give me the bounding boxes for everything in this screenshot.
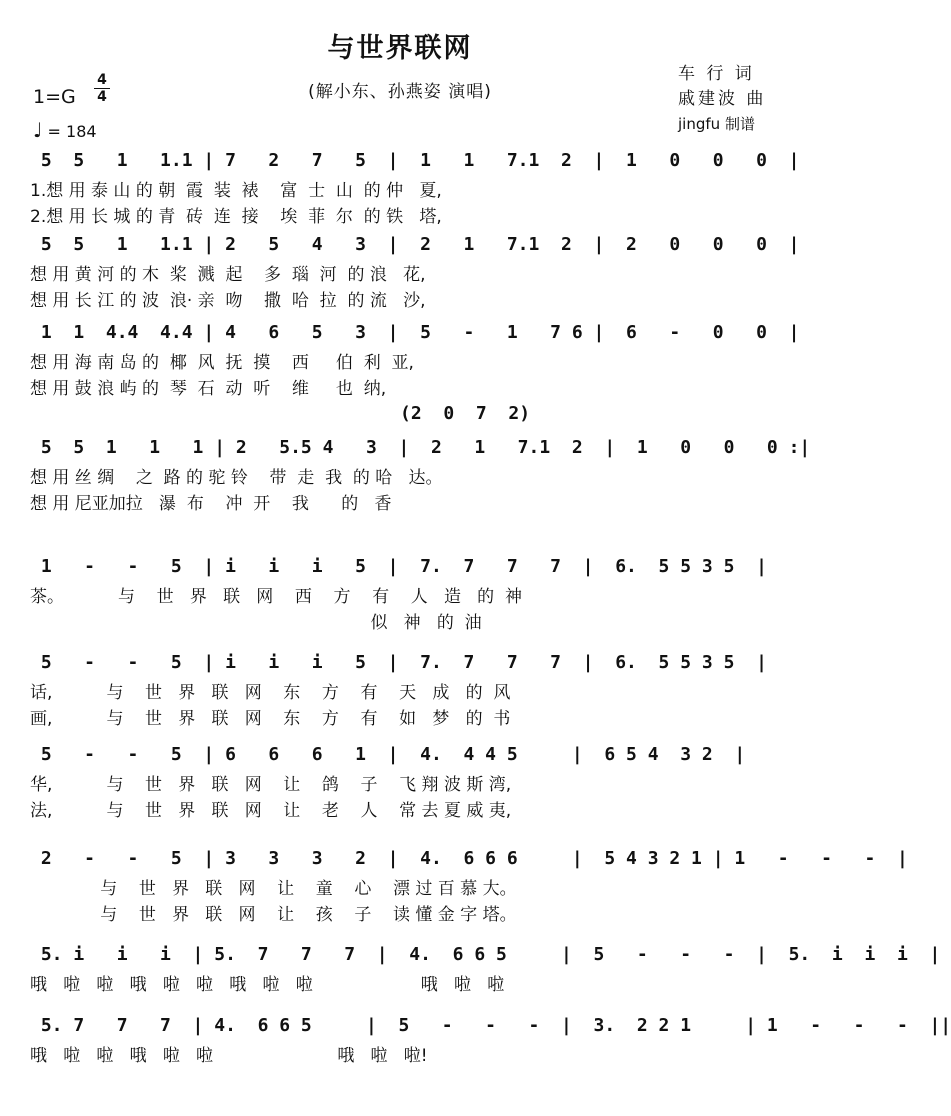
arranger-name: jingfu: [678, 115, 721, 133]
notation-line: 2 - - 5 | 3 3 3 2 | 4. 6 6 6 | 5 4 3 2 1 | 1 - - - |: [30, 848, 908, 869]
lyric-line: 想 用 尼亚加拉 瀑 布 冲 开 我 的 香: [30, 494, 392, 514]
notation-line: 5 5 1 1.1 | 7 2 7 5 | 1 1 7.1 2 | 1 0 0 0 |: [30, 150, 800, 171]
tempo-mark: [33, 118, 97, 142]
time-signature-top: 4: [97, 72, 107, 88]
lyric-line: 画, 与 世 界 联 网 东 方 有 如 梦 的 书: [30, 709, 511, 729]
lyric-line: 与 世 界 联 网 让 孩 子 读 懂 金 字 塔。: [30, 905, 517, 925]
notation-line: 5 - - 5 | 6 6 6 1 | 4. 4 4 5 | 6 5 4 3 2 |: [30, 744, 746, 765]
notation-line: 5. i i i | 5. 7 7 7 | 4. 6 6 5 | 5 - - - | 5. i i i |: [30, 944, 941, 965]
lyric-line: 华, 与 世 界 联 网 让 鸽 子 飞 翔 波 斯 湾,: [30, 775, 512, 795]
quarter-note-icon: ♩: [33, 118, 43, 142]
lyric-line: 想 用 长 江 的 波 浪· 亲 吻 撒 哈 拉 的 流 沙,: [30, 291, 426, 311]
credits: [678, 62, 766, 137]
notation-line: 5 5 1 1.1 | 2 5 4 3 | 2 1 7.1 2 | 2 0 0 0 |: [30, 234, 800, 255]
notation-line: 5. 7 7 7 | 4. 6 6 5 | 5 - - - | 3. 2 2 1 | 1 - - - ||: [30, 1015, 951, 1036]
lyric-line: 想 用 丝 绸 之 路 的 驼 铃 带 走 我 的 哈 达。: [30, 468, 443, 488]
tempo-value: = 184: [47, 122, 97, 141]
lyric-line: 想 用 黄 河 的 木 桨 溅 起 多 瑙 河 的 浪 花,: [30, 265, 426, 285]
lyric-line: 哦 啦 啦 哦 啦 啦 哦 啦 啦!: [30, 1046, 428, 1066]
notation-line: 1 1 4.4 4.4 | 4 6 5 3 | 5 - 1 7 6 | 6 - 0 0 |: [30, 322, 800, 343]
time-signature: [94, 73, 110, 104]
lyric-line: 哦 啦 啦 哦 啦 啦 哦 啦 啦 哦 啦 啦: [30, 975, 505, 995]
notation-line: 1 - - 5 | i i i 5 | 7. 7 7 7 | 6. 5 5 3 5 |: [30, 556, 767, 577]
repeat-prefix-notes: (2 0 7 2): [400, 403, 531, 424]
lyricist: 车 行 词: [678, 64, 755, 84]
lyric-line: 似 神 的 油: [30, 613, 482, 633]
lyric-line: 想 用 海 南 岛 的 椰 风 抚 摸 西 伯 利 亚,: [30, 353, 414, 373]
song-subtitle: (解小东、孙燕姿 演唱): [308, 82, 492, 102]
notation-line: 5 - - 5 | i i i 5 | 7. 7 7 7 | 6. 5 5 3 5 |: [30, 652, 767, 673]
arranger-role: 制谱: [724, 115, 755, 133]
lyric-line: 法, 与 世 界 联 网 让 老 人 常 去 夏 威 夷,: [30, 801, 512, 821]
key-signature: 1=G: [33, 86, 76, 108]
lyric-line: 茶。 与 世 界 联 网 西 方 有 人 造 的 神: [30, 587, 522, 607]
lyric-line: 与 世 界 联 网 让 童 心 漂 过 百 慕 大。: [30, 879, 517, 899]
notation-line: 5 5 1 1 1 | 2 5.5 4 3 | 2 1 7.1 2 | 1 0 0 0 :|: [30, 437, 811, 458]
time-signature-bottom: 4: [97, 89, 107, 105]
lyric-line: 2.想 用 长 城 的 青 砖 连 接 埃 菲 尔 的 铁 塔,: [30, 207, 442, 227]
lyric-line: 话, 与 世 界 联 网 东 方 有 天 成 的 风: [30, 683, 511, 703]
lyric-line: 1.想 用 泰 山 的 朝 霞 装 裱 富 士 山 的 仲 夏,: [30, 181, 442, 201]
lyric-line: 想 用 鼓 浪 屿 的 琴 石 动 听 维 也 纳,: [30, 379, 387, 399]
song-title: 与世界联网: [327, 33, 473, 64]
composer: 戚建波 曲: [678, 89, 767, 109]
arranger: [678, 112, 766, 137]
